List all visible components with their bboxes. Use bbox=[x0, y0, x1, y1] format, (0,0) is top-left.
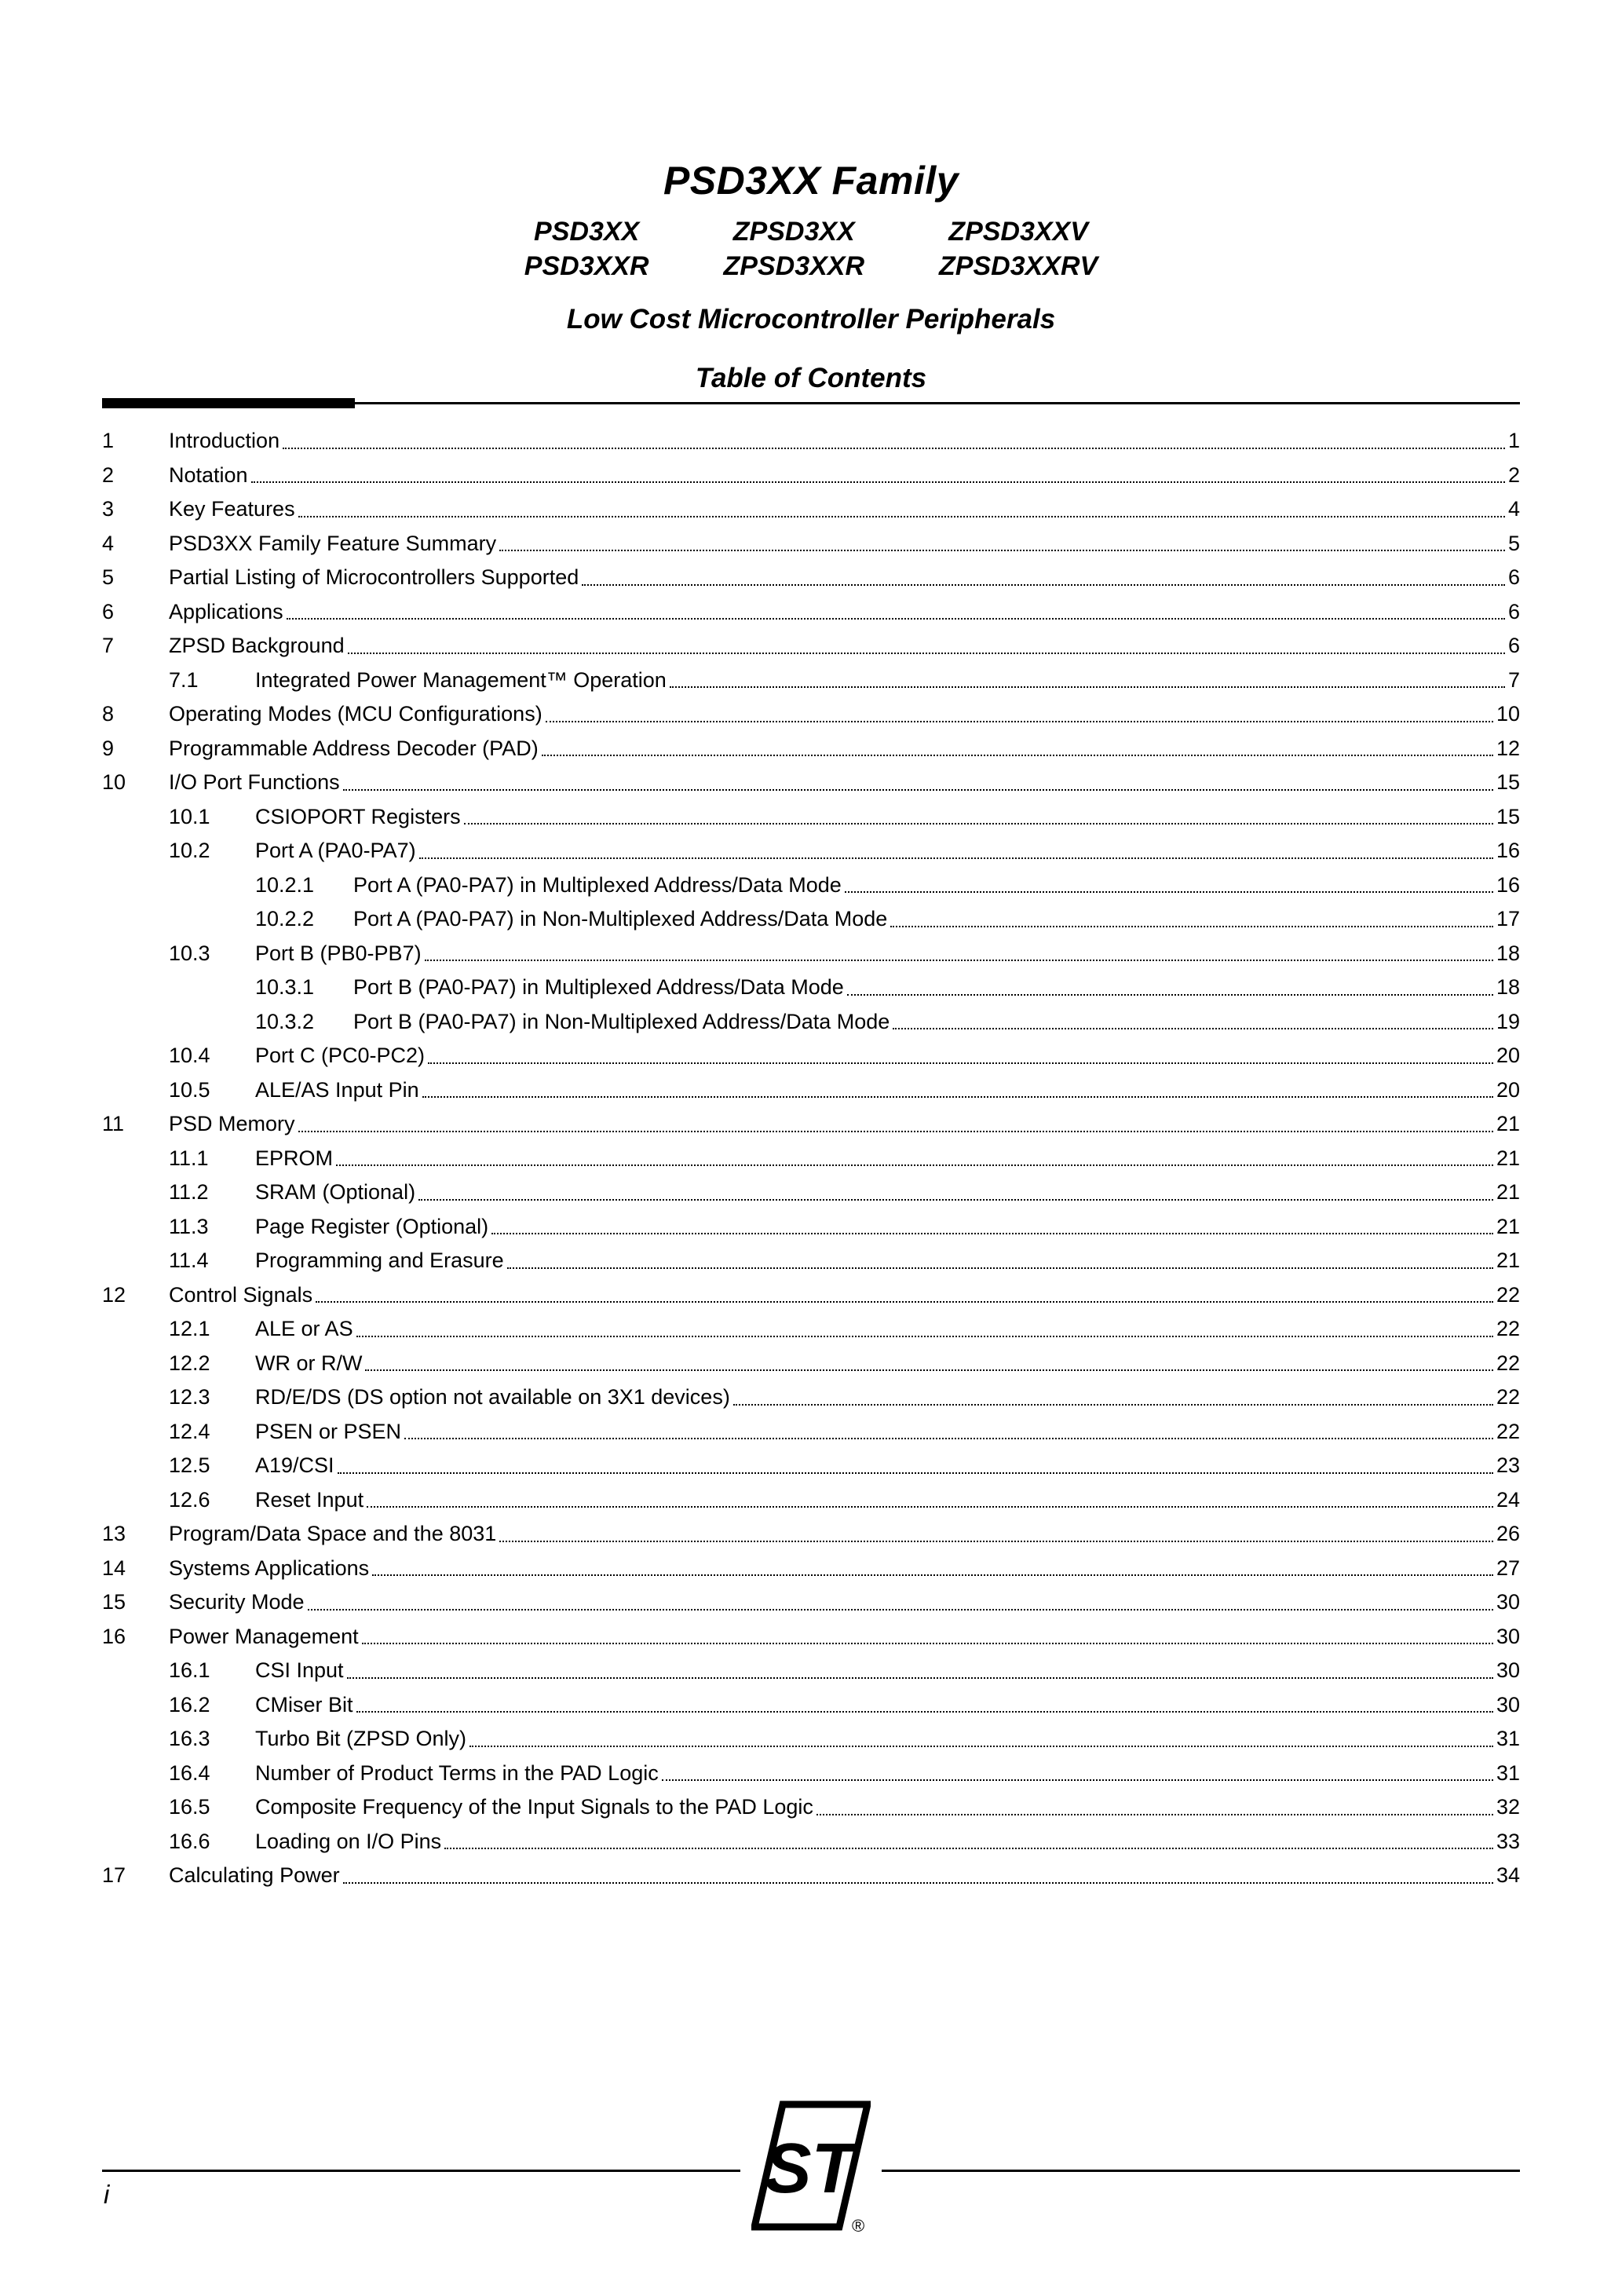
toc-entry-title: Loading on I/O Pins bbox=[255, 1829, 442, 1853]
toc-entry bbox=[102, 766, 1520, 800]
toc-leader-dots bbox=[362, 1643, 1493, 1644]
toc-entry-number: 10.3.2 bbox=[255, 1009, 315, 1033]
toc-entry-page: 22 bbox=[1496, 1385, 1520, 1409]
toc-leader-dots bbox=[893, 1028, 1493, 1029]
toc-entry-title: Port B (PA0-PA7) in Non-Multiplexed Address/Data Mode bbox=[353, 1009, 890, 1033]
toc-entry-page: 16 bbox=[1496, 872, 1520, 897]
toc-entry-title: Port A (PA0-PA7) in Non-Multiplexed Address/Data Mode bbox=[353, 907, 888, 930]
toc-entry bbox=[102, 937, 1520, 971]
toc-entry-page: 2 bbox=[1507, 462, 1520, 487]
toc-entry-page: 21 bbox=[1496, 1146, 1520, 1170]
toc-leader-dots bbox=[338, 1472, 1493, 1474]
toc-entry-page: 26 bbox=[1496, 1522, 1520, 1545]
toc-entry-title: Power Management bbox=[169, 1624, 359, 1648]
toc-entry-number: 12 bbox=[102, 1282, 126, 1307]
toc-entry-number: 16.4 bbox=[169, 1760, 210, 1785]
toc-entry-number: 11 bbox=[102, 1112, 125, 1135]
toc-entry-page: 34 bbox=[1496, 1863, 1520, 1887]
toc-entry-page: 33 bbox=[1496, 1829, 1520, 1853]
toc-entry-page: 17 bbox=[1496, 907, 1520, 930]
toc-entry bbox=[102, 1449, 1520, 1483]
toc-entry-number: 10.3.1 bbox=[255, 975, 315, 999]
toc-entry-title: Notation bbox=[169, 462, 248, 487]
toc-entry bbox=[102, 664, 1520, 698]
toc-entry bbox=[102, 527, 1520, 561]
toc-leader-dots bbox=[670, 686, 1505, 688]
toc-entry-page: 31 bbox=[1496, 1727, 1520, 1750]
toc-leader-dots bbox=[343, 1882, 1493, 1884]
toc-entry-title: Reset Input bbox=[255, 1487, 364, 1512]
toc-entry-number: 11.4 bbox=[169, 1249, 209, 1272]
toc-entry-title: Integrated Power Management™ Operation bbox=[255, 667, 667, 692]
toc-entry-title: PSD3XX Family Feature Summary bbox=[169, 531, 497, 555]
toc-entry bbox=[102, 1175, 1520, 1210]
toc-entry-title: Partial Listing of Microcontrollers Supported bbox=[169, 565, 579, 589]
toc-entry-number: 10.2.1 bbox=[255, 872, 315, 897]
toc-entry-title: Control Signals bbox=[169, 1282, 313, 1307]
footer-page-number: i bbox=[104, 2180, 110, 2209]
toc-entry-number: 15 bbox=[102, 1590, 126, 1614]
toc-entry-title: I/O Port Functions bbox=[169, 770, 340, 794]
toc-entry-page: 21 bbox=[1496, 1214, 1520, 1238]
toc-leader-dots bbox=[845, 891, 1493, 893]
toc-entry-number: 16.6 bbox=[169, 1829, 210, 1853]
st-logo-icon bbox=[751, 2098, 871, 2233]
toc-entry-page: 18 bbox=[1496, 941, 1520, 965]
toc-entry-page: 30 bbox=[1496, 1624, 1520, 1648]
toc-leader-dots bbox=[491, 1233, 1493, 1234]
toc-entry-page: 12 bbox=[1496, 736, 1520, 760]
toc-entry-page: 16 bbox=[1496, 839, 1520, 862]
toc-entry-number: 12.2 bbox=[169, 1351, 210, 1375]
toc-entry-title: Calculating Power bbox=[169, 1863, 340, 1887]
toc-leader-dots bbox=[343, 789, 1493, 791]
toc-entry bbox=[102, 1790, 1520, 1825]
toc-entry-number: 10.4 bbox=[169, 1044, 210, 1067]
toc-entry-number: 10.2 bbox=[169, 839, 210, 862]
toc-entry-page: 10 bbox=[1496, 702, 1520, 726]
toc-entry-title: PSEN or PSEN bbox=[255, 1419, 402, 1443]
toc-entry-page: 15 bbox=[1496, 804, 1520, 828]
toc-entry-page: 21 bbox=[1496, 1180, 1520, 1204]
toc-entry-title: CSIOPORT Registers bbox=[255, 804, 461, 828]
toc-leader-dots bbox=[347, 1677, 1493, 1679]
toc-entry-title: A19/CSI bbox=[255, 1453, 334, 1477]
toc-entry bbox=[102, 1073, 1520, 1108]
toc-entry-title: EPROM bbox=[255, 1146, 334, 1170]
toc-entry-number: 1 bbox=[102, 429, 115, 452]
st-logo bbox=[740, 2098, 882, 2237]
toc-entry-page: 22 bbox=[1496, 1282, 1520, 1307]
toc-entry-title: Port B (PA0-PA7) in Multiplexed Address/Data Mode bbox=[353, 975, 844, 999]
toc-entry-page: 22 bbox=[1496, 1419, 1520, 1443]
toc-divider bbox=[102, 398, 1520, 408]
toc-entry bbox=[102, 1107, 1520, 1142]
model-name: ZPSD3XX bbox=[732, 217, 855, 247]
toc-entry-title: RD/E/DS (DS option not available on 3X1 devices) bbox=[255, 1385, 730, 1409]
toc-entry bbox=[102, 629, 1520, 664]
toc-leader-dots bbox=[298, 516, 1505, 517]
toc-entry-title: Applications bbox=[169, 599, 283, 623]
toc-leader-dots bbox=[469, 1746, 1493, 1747]
toc-entry-title: Port A (PA0-PA7) in Multiplexed Address/Data Mode bbox=[353, 872, 842, 897]
toc-entry-number: 12.1 bbox=[169, 1317, 210, 1340]
toc-entry-title: Turbo Bit (ZPSD Only) bbox=[255, 1727, 467, 1750]
toc-entry-page: 30 bbox=[1496, 1692, 1520, 1717]
toc-leader-dots bbox=[890, 926, 1493, 927]
toc-entry bbox=[102, 1825, 1520, 1859]
toc-entry-title: Programmable Address Decoder (PAD) bbox=[169, 736, 539, 760]
toc-entry-title: Systems Applications bbox=[169, 1556, 370, 1580]
toc-leader-dots bbox=[816, 1814, 1493, 1815]
toc-entry-title: CMiser Bit bbox=[255, 1692, 353, 1717]
toc-entry bbox=[102, 1278, 1520, 1313]
toc-entry bbox=[102, 459, 1520, 493]
toc-entry-number: 12.6 bbox=[169, 1487, 210, 1512]
toc-leader-dots bbox=[428, 1062, 1493, 1064]
toc-entry bbox=[102, 1415, 1520, 1450]
toc-entry bbox=[102, 1859, 1520, 1893]
toc-leader-dots bbox=[336, 1164, 1493, 1166]
page-title: PSD3XX Family bbox=[663, 159, 959, 203]
toc-entry-number: 3 bbox=[102, 497, 115, 521]
toc-entry-title: Program/Data Space and the 8031 bbox=[169, 1522, 497, 1545]
toc-leader-dots bbox=[847, 994, 1493, 996]
model-list bbox=[524, 214, 1098, 283]
toc-entry-number: 6 bbox=[102, 599, 115, 623]
toc-leader-dots bbox=[418, 1199, 1493, 1201]
toc-entry bbox=[102, 1210, 1520, 1245]
toc-entry-number: 2 bbox=[102, 462, 115, 487]
toc-entry-page: 23 bbox=[1496, 1453, 1520, 1477]
toc-entry bbox=[102, 1380, 1520, 1415]
toc-entry bbox=[102, 971, 1520, 1005]
toc-entry-title: WR or R/W bbox=[255, 1351, 363, 1375]
toc-leader-dots bbox=[464, 823, 1493, 824]
toc-entry-number: 7.1 bbox=[169, 667, 199, 692]
toc-entry-number: 10.2.2 bbox=[255, 907, 315, 930]
toc-entry bbox=[102, 1483, 1520, 1518]
toc-entry-title: SRAM (Optional) bbox=[255, 1180, 416, 1204]
toc-entry-number: 16.1 bbox=[169, 1658, 210, 1682]
toc-divider-bar bbox=[102, 398, 355, 408]
toc-leader-dots bbox=[499, 1541, 1493, 1542]
toc-entry-number: 17 bbox=[102, 1863, 126, 1887]
toc-entry-number: 16.5 bbox=[169, 1795, 210, 1819]
toc-entry-page: 31 bbox=[1496, 1760, 1520, 1785]
model-name: PSD3XX bbox=[534, 217, 640, 247]
toc-entry-title: Programming and Erasure bbox=[255, 1249, 504, 1272]
toc-leader-dots bbox=[422, 1096, 1493, 1098]
toc-entry-number: 14 bbox=[102, 1556, 126, 1580]
toc-entry-title: Operating Modes (MCU Configurations) bbox=[169, 702, 542, 726]
toc-entry bbox=[102, 902, 1520, 937]
toc-entry-number: 10.5 bbox=[169, 1077, 210, 1102]
toc-entry-page: 19 bbox=[1496, 1009, 1520, 1033]
toc-entry-page: 5 bbox=[1507, 531, 1520, 555]
toc-entry bbox=[102, 868, 1520, 903]
toc-leader-dots bbox=[365, 1369, 1492, 1371]
toc-entry bbox=[102, 697, 1520, 732]
toc-entry bbox=[102, 1757, 1520, 1791]
toc-leader-dots bbox=[308, 1609, 1493, 1610]
toc-entry-number: 5 bbox=[102, 565, 115, 589]
toc-entry-page: 20 bbox=[1496, 1044, 1520, 1067]
toc-heading: Table of Contents bbox=[695, 363, 927, 393]
toc-entry-page: 6 bbox=[1507, 599, 1520, 623]
toc-entry-page: 22 bbox=[1496, 1317, 1520, 1340]
toc-entry bbox=[102, 1244, 1520, 1278]
toc-entry-title: Port C (PC0-PC2) bbox=[255, 1044, 426, 1067]
toc-entry bbox=[102, 1347, 1520, 1381]
toc-entry-title: CSI Input bbox=[255, 1658, 344, 1682]
toc-entry-title: Key Features bbox=[169, 497, 295, 521]
toc-leader-dots bbox=[316, 1301, 1493, 1303]
toc-entry bbox=[102, 732, 1520, 766]
toc-entry bbox=[102, 1039, 1520, 1073]
toc-leader-dots bbox=[298, 1131, 1493, 1132]
toc-entry bbox=[102, 1654, 1520, 1688]
toc-entry-page: 22 bbox=[1496, 1351, 1520, 1375]
toc-entry-page: 32 bbox=[1496, 1795, 1520, 1819]
toc-entry-page: 4 bbox=[1507, 497, 1520, 521]
toc-entry-number: 12.5 bbox=[169, 1453, 210, 1477]
toc-entry-number: 12.4 bbox=[169, 1419, 210, 1443]
toc-entry-number: 10.1 bbox=[169, 804, 210, 828]
toc-entry bbox=[102, 561, 1520, 595]
toc-leader-dots bbox=[444, 1848, 1493, 1849]
toc-entry-title: Number of Product Terms in the PAD Logic bbox=[255, 1760, 659, 1785]
toc-entry bbox=[102, 1517, 1520, 1552]
toc-entry-page: 7 bbox=[1507, 667, 1520, 692]
toc-leader-dots bbox=[348, 653, 1505, 654]
page-header bbox=[0, 0, 1622, 392]
toc-entry-page: 1 bbox=[1507, 429, 1520, 452]
toc-leader-dots bbox=[419, 857, 1493, 859]
toc-entry-number: 16.3 bbox=[169, 1727, 210, 1750]
toc-leader-dots bbox=[582, 584, 1505, 586]
toc-entry-page: 6 bbox=[1507, 565, 1520, 589]
toc-leader-dots bbox=[287, 618, 1505, 620]
toc-entry-page: 6 bbox=[1507, 634, 1520, 657]
toc-leader-dots bbox=[542, 755, 1493, 756]
toc-entry bbox=[102, 1620, 1520, 1654]
toc-entry-number: 16.2 bbox=[169, 1692, 210, 1717]
toc-entry-page: 27 bbox=[1496, 1556, 1520, 1580]
model-name: PSD3XXR bbox=[524, 251, 649, 281]
toc-leader-dots bbox=[367, 1506, 1493, 1508]
toc-entry-page: 21 bbox=[1496, 1249, 1520, 1272]
toc-entry bbox=[102, 1722, 1520, 1757]
toc-entry bbox=[102, 1312, 1520, 1347]
toc-entry-title: ZPSD Background bbox=[169, 634, 345, 657]
toc-entry-page: 20 bbox=[1496, 1077, 1520, 1102]
toc-entry-page: 15 bbox=[1496, 770, 1520, 794]
toc-entry-title: ALE/AS Input Pin bbox=[255, 1077, 419, 1102]
toc-entry-title: Security Mode bbox=[169, 1590, 305, 1614]
toc-entry-number: 11.1 bbox=[169, 1146, 209, 1170]
toc-entry-number: 7 bbox=[102, 634, 115, 657]
toc-entry-number: 11.2 bbox=[169, 1180, 209, 1204]
toc-entry-page: 24 bbox=[1496, 1487, 1520, 1512]
toc-entry bbox=[102, 595, 1520, 630]
toc-leader-dots bbox=[356, 1336, 1493, 1337]
toc-entry-title: Port B (PB0-PB7) bbox=[255, 941, 422, 965]
toc-entry bbox=[102, 492, 1520, 527]
toc-entry-number: 10.3 bbox=[169, 941, 210, 965]
registered-trademark-symbol: ® bbox=[852, 2216, 865, 2233]
toc-entry-number: 4 bbox=[102, 531, 115, 555]
toc-entry-number: 13 bbox=[102, 1522, 126, 1545]
toc-entry-page: 21 bbox=[1496, 1112, 1520, 1135]
toc-list bbox=[102, 424, 1520, 1893]
model-name: ZPSD3XXV bbox=[948, 217, 1088, 247]
toc-leader-dots bbox=[356, 1711, 1493, 1713]
toc-entry-title: Port A (PA0-PA7) bbox=[255, 839, 416, 862]
toc-entry-title: Introduction bbox=[169, 429, 280, 452]
toc-entry-page: 18 bbox=[1496, 975, 1520, 999]
toc-entry-title: Page Register (Optional) bbox=[255, 1214, 489, 1238]
toc-entry-number: 9 bbox=[102, 736, 115, 760]
toc-leader-dots bbox=[733, 1404, 1493, 1406]
toc-entry bbox=[102, 424, 1520, 459]
toc-entry bbox=[102, 1585, 1520, 1620]
toc-entry-number: 16 bbox=[102, 1624, 126, 1648]
toc-leader-dots bbox=[425, 960, 1493, 961]
st-logo-letters: ST bbox=[764, 2130, 855, 2208]
toc-entry bbox=[102, 1142, 1520, 1176]
toc-entry-title: ALE or AS bbox=[255, 1317, 353, 1340]
toc-entry-number: 10 bbox=[102, 770, 126, 794]
toc-entry-number: 12.3 bbox=[169, 1385, 210, 1409]
toc-entry-page: 30 bbox=[1496, 1658, 1520, 1682]
toc-entry bbox=[102, 1005, 1520, 1040]
toc-leader-dots bbox=[546, 721, 1493, 722]
toc-entry bbox=[102, 1552, 1520, 1586]
document-subtitle: Low Cost Microcontroller Peripherals bbox=[566, 304, 1056, 335]
toc-leader-dots bbox=[404, 1438, 1493, 1439]
toc-leader-dots bbox=[662, 1779, 1493, 1781]
toc-entry-title: PSD Memory bbox=[169, 1112, 295, 1135]
toc-entry-page: 30 bbox=[1496, 1590, 1520, 1614]
toc-entry bbox=[102, 1688, 1520, 1723]
toc-entry bbox=[102, 834, 1520, 868]
model-name: ZPSD3XXR bbox=[723, 251, 865, 281]
toc-leader-dots bbox=[499, 550, 1505, 551]
toc-leader-dots bbox=[283, 448, 1505, 449]
toc-entry-title: Composite Frequency of the Input Signals to the PAD Logic bbox=[255, 1795, 813, 1819]
toc-leader-dots bbox=[372, 1574, 1493, 1576]
toc-entry-number: 11.3 bbox=[169, 1214, 209, 1238]
model-name: ZPSD3XXRV bbox=[939, 251, 1098, 281]
toc-entry-number: 8 bbox=[102, 702, 115, 726]
toc-leader-dots bbox=[507, 1267, 1493, 1269]
toc-entry bbox=[102, 800, 1520, 835]
toc-leader-dots bbox=[251, 481, 1505, 483]
